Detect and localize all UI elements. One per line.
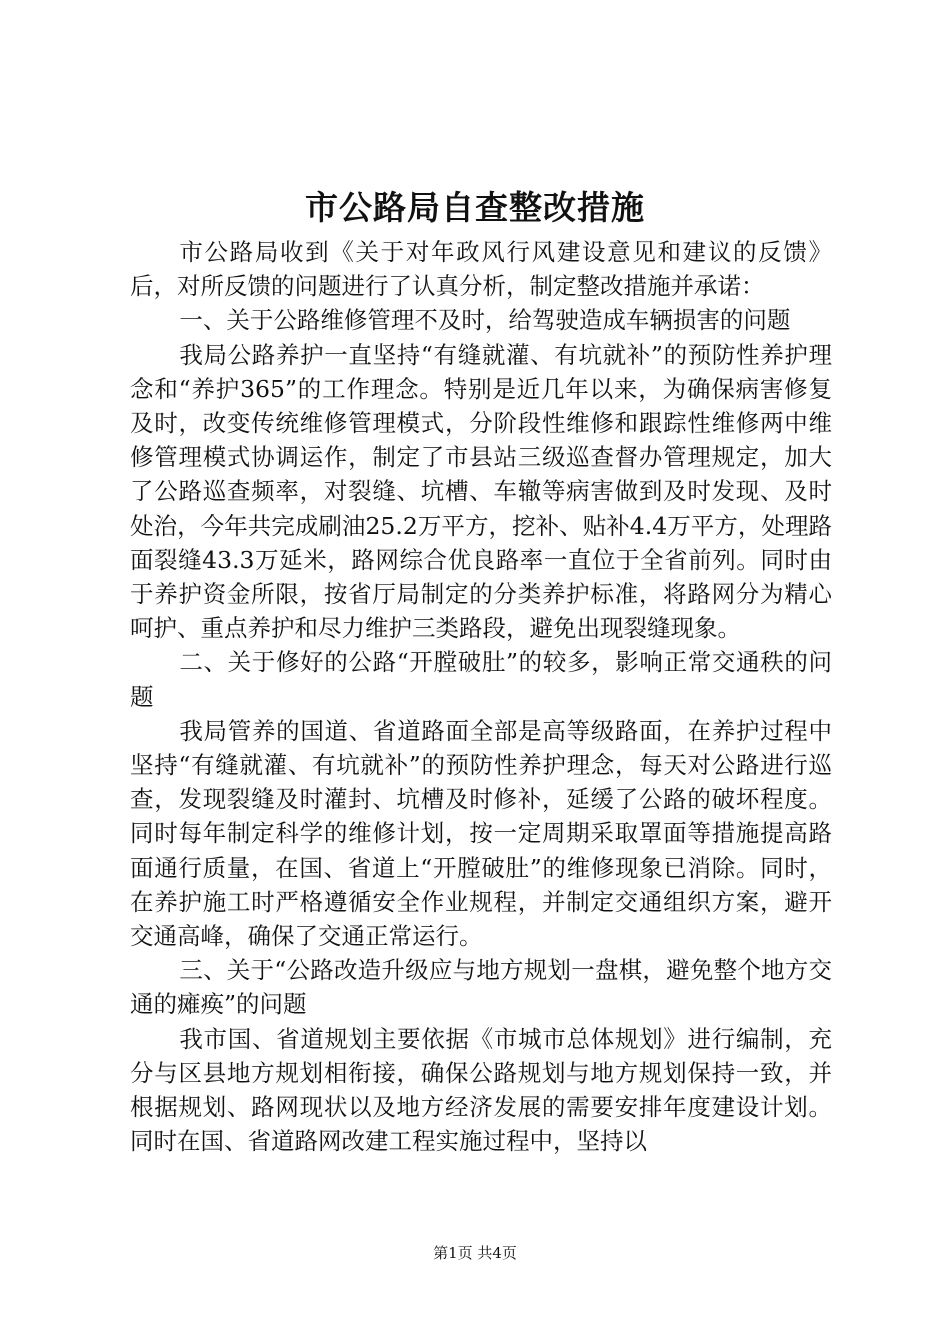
section-heading-1: 一、关于公路维修管理不及时，给驾驶造成车辆损害的问题 — [179, 306, 791, 335]
section-body-3: 我市国、省道规划主要依据《市城市总体规划》进行编制，充分与区县地方规划相衔接，确保公路规划与地方规划保持一致，并根据规划、路网现状以及地方经济发展的需要安排年度建设计划。同时在国、省道路网改建工程实施过程中，坚持以 — [130, 1024, 832, 1156]
document-title: 市公路局自查整改措施 — [305, 188, 645, 227]
section-heading-2: 二、关于修好的公路“开膛破肚”的较多，影响正常交通秩的问题 — [130, 648, 832, 711]
intro-paragraph: 市公路局收到《关于对年政风行风建设意见和建议的反馈》后，对所反馈的问题进行了认真分析，制定整改措施并承诺： — [130, 238, 832, 301]
document-body — [130, 235, 832, 1158]
section-heading-3: 三、关于“公路改造升级应与地方规划一盘棋，避免整个地方交通的瘫痪”的问题 — [130, 956, 832, 1019]
page-number-footer: 第1页 共4页 — [433, 1244, 517, 1262]
section-body-2: 我局管养的国道、省道路面全部是高等级路面，在养护过程中坚持“有缝就灌、有坑就补”的预防性养护理念，每天对公路进行巡查，发现裂缝及时灌封、坑槽及时修补，延缓了公路的破坏程度。同时每年制定科学的维修计划，按一定周期采取罩面等措施提高路面通行质量，在国、省道上“开膛破肚”的维修现象已消除。同时，在养护施工时严格遵循安全作业规程，并制定交通组织方案，避开交通高峰，确保了交通正常运行。 — [130, 716, 832, 951]
section-body-1: 我局公路养护一直坚持“有缝就灌、有坑就补”的预防性养护理念和“养护365”的工作理念。特别是近几年以来，为确保病害修复及时，改变传统维修管理模式，分阶段性维修和跟踪性维修两中维修管理模式协调运作，制定了市县站三级巡查督办管理规定，加大了公路巡查频率，对裂缝、坑槽、车辙等病害做到及时发现、及时处治，今年共完成刷油25.2万平方，挖补、贴补4.4万平方，处理路面裂缝43.3万延米，路网综合优良路率一直位于全省前列。同时由于养护资金所限，按省厅局制定的分类养护标准，将路网分为精心呵护、重点养护和尽力维护三类路段，避免出现裂缝现象。 — [130, 340, 832, 643]
